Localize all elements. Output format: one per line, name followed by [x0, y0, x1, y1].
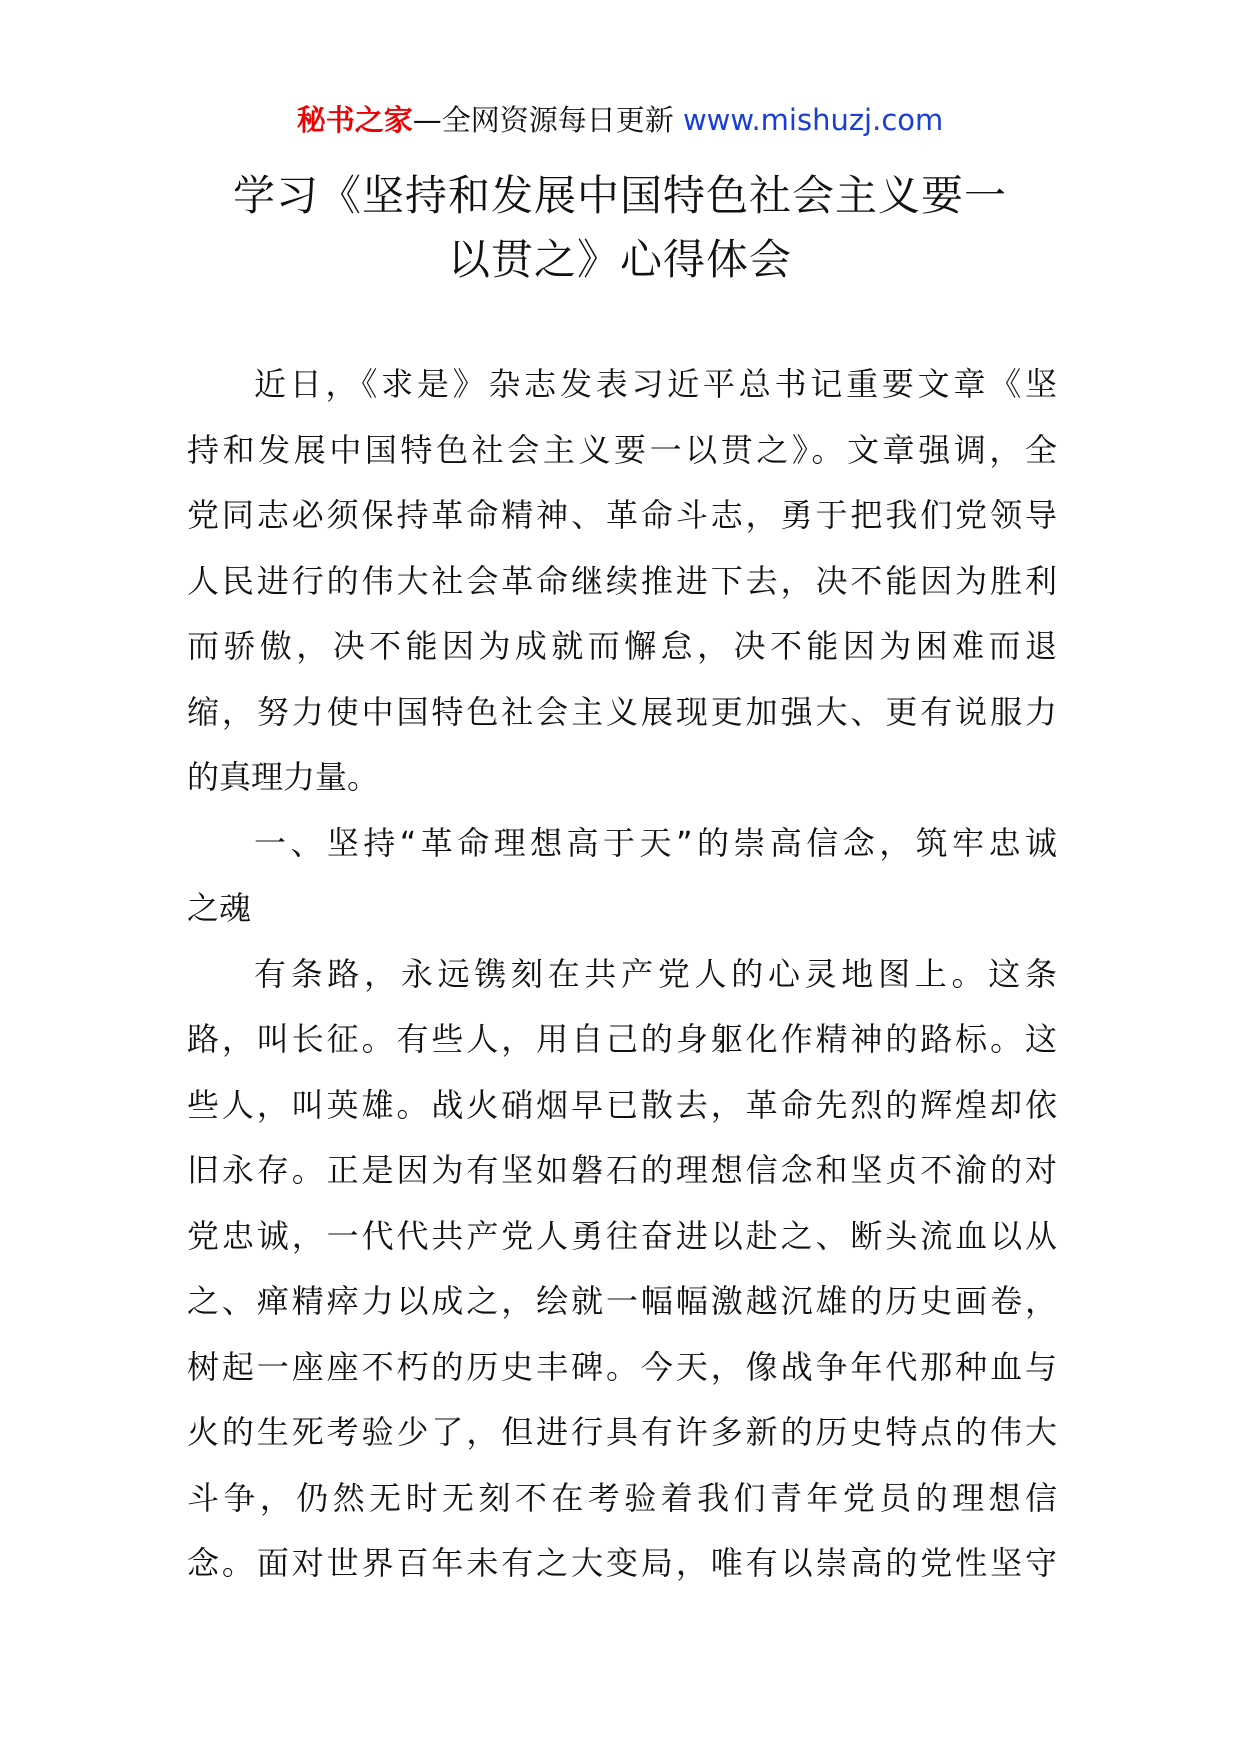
text-line: 缩，努力使中国特色社会主义展现更加强大、更有说服力: [187, 692, 1057, 731]
text-line: 持和发展中国特色社会主义要一以贯之》。文章强调，全: [187, 430, 1057, 469]
text-line: 人民进行的伟大社会革命继续推进下去，决不能因为胜利: [187, 561, 1057, 600]
paragraph-body: [187, 942, 1057, 1597]
heading-line: 之魂: [187, 889, 252, 927]
section-heading: [187, 811, 1057, 942]
text-line: 有条路，永远镌刻在共产党人的心灵地图上。这条: [254, 954, 1057, 993]
text-line: 的真理力量。: [187, 758, 380, 796]
text-line: 些人，叫英雄。战火硝烟早已散去，革命先烈的辉煌却依: [187, 1085, 1057, 1124]
text-line: 斗争，仍然无时无刻不在考验着我们青年党员的理想信: [187, 1478, 1057, 1517]
text-line: 树起一座座不朽的历史丰碑。今天，像战争年代那种血与: [187, 1347, 1057, 1386]
text-line: 党同志必须保持革命精神、革命斗志，勇于把我们党领导: [187, 496, 1057, 534]
text-line: 路，叫长征。有些人，用自己的身躯化作精神的路标。这: [187, 1020, 1057, 1058]
text-line: 之、瘅精瘁力以成之，绘就一幅幅激越沉雄的历史画卷，: [187, 1282, 1057, 1320]
text-line: 近日，《求是》杂志发表习近平总书记重要文章《坚: [254, 365, 1057, 403]
heading-line: 一、坚持“革命理想高于天”的崇高信念，筑牢忠诚: [254, 823, 1057, 862]
document-title: [150, 164, 1090, 292]
text-line: 火的生死考验少了，但进行具有许多新的历史特点的伟大: [187, 1413, 1057, 1451]
site-tagline: —全网资源每日更新: [412, 103, 683, 137]
paragraph-intro: [187, 352, 1057, 811]
text-line: 而骄傲，决不能因为成就而懈怠，决不能因为困难而退: [187, 627, 1057, 665]
site-brand: 秘书之家: [296, 103, 413, 137]
site-header: [0, 100, 1240, 140]
text-line: 党忠诚，一代代共产党人勇往奋进以赴之、断头流血以从: [187, 1216, 1057, 1255]
document-body: [187, 352, 1057, 1597]
site-url-link[interactable]: www.mishuzj.com: [682, 103, 944, 137]
title-line: 以贯之》心得体会: [447, 235, 792, 284]
title-line: 学习《坚持和发展中国特色社会主义要一: [232, 171, 1007, 220]
text-line: 念。面对世界百年未有之大变局，唯有以崇高的党性坚守: [187, 1544, 1057, 1582]
text-line: 旧永存。正是因为有坚如磐石的理想信念和坚贞不渝的对: [187, 1151, 1057, 1189]
